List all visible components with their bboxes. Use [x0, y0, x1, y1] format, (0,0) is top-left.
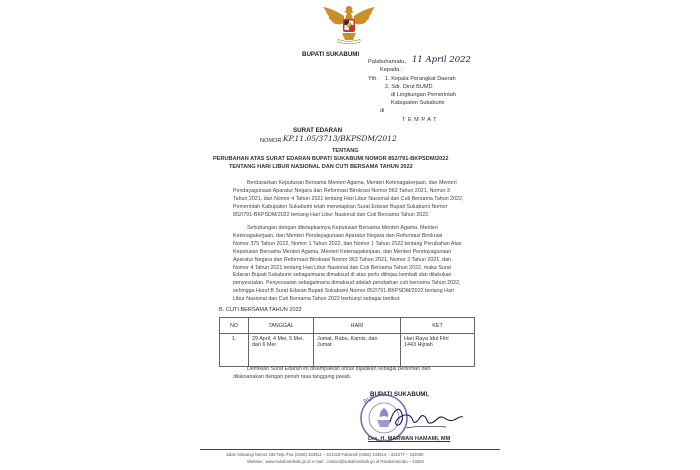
- cell-tanggal-line: dan 6 Mei: [252, 342, 276, 348]
- signatory-title: BUPATI SUKABUMI,: [370, 391, 429, 398]
- para1-line: Berdasarkan Keputusan Bersama Menteri Agama, Menteri Ketenagakerjaan, dan Menteri: [247, 180, 457, 186]
- handwritten-signature-icon: [386, 402, 466, 434]
- recipient-3: di Lingkungan Pemerintah: [391, 92, 456, 98]
- footer-address: Jalan Siliwangi Nomor 188 Telp./Fax (0266) 433811 – 421318 Faksimili (0266) 433814 – 221077 – 433006: [226, 452, 424, 457]
- garuda-emblem-icon: [320, 2, 378, 46]
- cell-ket-line: Hari Raya Idul Fitri: [404, 336, 449, 342]
- tentang-label: TENTANG: [332, 148, 359, 154]
- col-header-ket: KET: [401, 318, 475, 334]
- recipient-4: Kabupaten Sukabumi: [391, 100, 445, 106]
- subject-line-2: TENTANG HARI LIBUR NASIONAL DAN CUTI BERSAMA TAHUN 2022: [229, 164, 413, 170]
- para2-line: Aparatur Negara dan Reformasi Birokrasi Nomor 963 Tahun 2021, Nomor 3 Tahun 2021, dan: [233, 256, 451, 263]
- cuti-bersama-table: [219, 317, 475, 367]
- para1-line: Tahun 2021, dan Nomor 4 Tahun 2021 tentang Hari Libur Nasional dan Cuti Bersama Tahun 2022,: [233, 195, 464, 202]
- svg-text:BUP: BUP: [362, 393, 377, 406]
- para2-line: Sehubungan dengan ditetapkannya Keputusan Bersama Menteri Agama, Menteri: [247, 225, 438, 231]
- cell-hari: [314, 334, 401, 367]
- nomor-label: NOMOR:: [260, 138, 283, 144]
- to-label: Kepada :: [380, 67, 403, 73]
- nomor-handwritten: KP.11.05/3713/BKPSDM/2012: [283, 134, 397, 143]
- paragraph-2: [233, 225, 475, 304]
- signatory-name: Drs. H. MARWAN HAMAMI, MM: [368, 436, 451, 442]
- closing-line: dilaksanakan dengan penuh rasa tanggung jawab.: [233, 373, 352, 380]
- table-header-row: [220, 318, 475, 334]
- cell-tanggal: [249, 334, 314, 367]
- office-title: BUPATI SUKABUMI: [302, 51, 360, 58]
- para1-line: 852/791-BKPSDM/2022 tentang Hari Libur Nasional dan Cuti Bersama Tahun 2022.: [233, 211, 430, 218]
- yth-label: Yth.: [368, 76, 378, 82]
- paragraph-1: [233, 180, 475, 220]
- place-date: Palabuhanratu,: [368, 59, 406, 65]
- handwritten-date: 11 April 2022: [412, 55, 471, 65]
- recipient-1: 1. Kepala Perangkat Daerah: [385, 76, 456, 82]
- tempat-label: T E M P A T: [402, 117, 438, 123]
- para2-line: Ketenagakerjaan, dan Menteri Pendayagunaan Aparatur Negara dan Reformasi Birokrasi: [233, 232, 443, 239]
- cell-no: 1.: [220, 334, 249, 367]
- subject-line-1: PERUBAHAN ATAS SURAT EDARAN BUPATI SUKABUMI NOMOR 852/791-BKPSDM/2022: [213, 156, 449, 162]
- footer-divider: [200, 449, 500, 450]
- closing-paragraph: [233, 366, 475, 382]
- para2-line: Edaran Bupati Sukabumi sebagaimana dimaksud di atas perlu ditinjau kembali dan dilakukan: [233, 272, 452, 279]
- para2-line: Libur Nasional dan Cuti Bersama Tahun 2022 berbunyi sebagai berikut:: [233, 296, 401, 303]
- col-header-hari: HARI: [314, 318, 401, 334]
- para2-line: Keputusan Bersama Menteri Agama, Menteri Ketenagakerjaan, dan Menteri Pendayagunaan: [233, 248, 452, 255]
- para1-line: Pemerintah Kabupaten Sukabumi telah menetapkan Surat Edaran Bupati Sukabumi Nomor: [233, 203, 448, 210]
- cell-hari-line: Jumat: [317, 342, 332, 348]
- section-heading: B. CUTI BERSAMA TAHUN 2022: [219, 307, 302, 313]
- cell-tanggal-line: 29 April, 4 Mei, 5 Mei,: [252, 336, 304, 342]
- para2-line: penyesuaian. Penyesuaian sebagaimana dimaksud adalah perubahan cuti bersama Tahun 2022,: [233, 280, 461, 287]
- footer-web: Website : www.sukabumikab.go.id e-mail : contact@sukabumikab.go.id Palabuhanratu – 43364: [247, 459, 424, 464]
- cell-hari-line: Jumat, Rabu, Kamis, dan: [317, 336, 378, 342]
- di-label: di: [380, 108, 385, 114]
- para1-line: Pendayagunaan Aparatur Negara dan Reformasi Birokrasi Nomor 963 Tahun 2021, Nomor 3: [233, 187, 450, 194]
- col-header-tanggal: TANGGAL: [249, 318, 314, 334]
- para2-line: Nomor 375 Tahun 2022, Nomor 1 Tahun 2022, dan Nomor 1 Tahun 2022 tentang Perubahan Atas: [233, 240, 462, 247]
- cell-ket: [401, 334, 475, 367]
- closing-line: Demikian Surat Edaran ini disampaikan untuk dijadikan sebagai pedoman dan: [247, 366, 431, 372]
- col-header-no: NO: [220, 318, 249, 334]
- para2-line: Nomor 4 Tahun 2021 tentang Hari Libur Nasional dan Cuti Bersama Tahun 2022, maka Surat: [233, 264, 451, 271]
- doc-type: SURAT EDARAN: [293, 127, 343, 134]
- table-row: [220, 334, 475, 367]
- cell-ket-line: 1443 Hijriah: [404, 342, 433, 348]
- para2-line: sehingga Huruf B Surat Edaran Bupati Sukabumi Nomor 852/791-BKPSDM/2022 tentang Hari: [233, 288, 454, 295]
- recipient-2: 2. Sdr. Dirut BUMD: [385, 84, 433, 90]
